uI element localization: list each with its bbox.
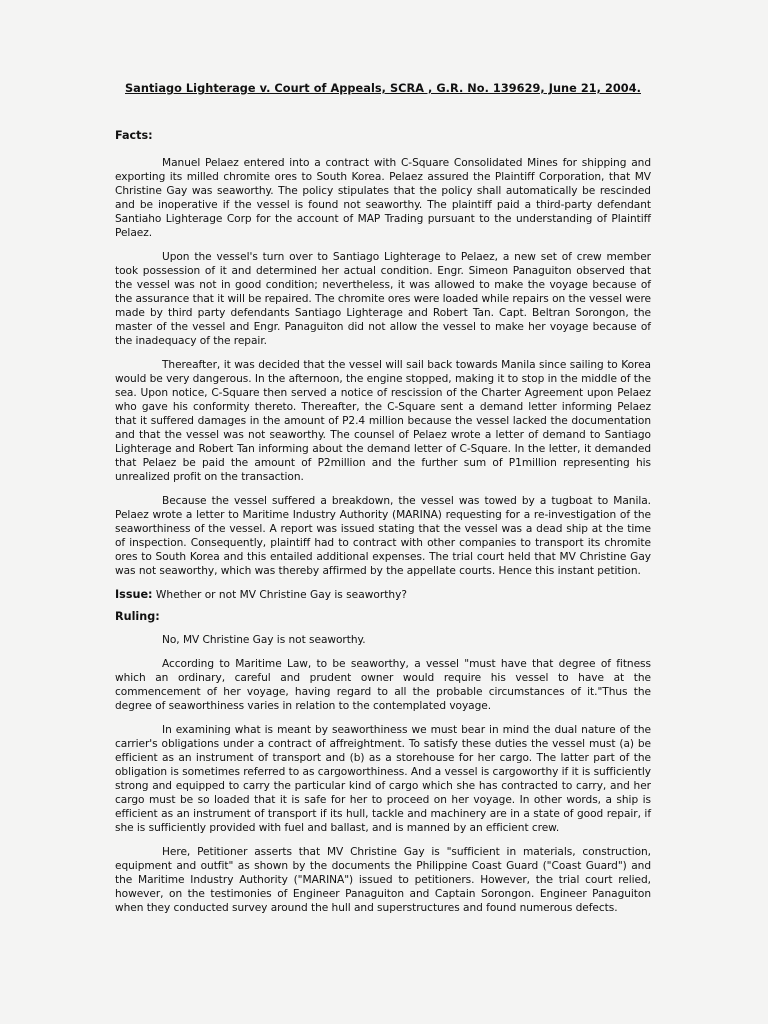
facts-heading: Facts: (115, 129, 153, 142)
ruling-paragraph-2: According to Maritime Law, to be seaworthy, a vessel "must have that degree of fitness which an ordinary, careful and prudent owner would require his vessel to have at the commencement of her voyage, having regard to all the probable circumstances of it."Thus the degree of seaworthiness varies in relation to the contemplated voyage. (115, 658, 651, 712)
facts-paragraph-4: Because the vessel suffered a breakdown, the vessel was towed by a tugboat to Manila. Pelaez wrote a letter to Maritime Industry Authority (MARINA) requesting for a re-investigation of the seaworthiness of the vessel. A report was issued stating that the vessel was a dead ship at the time of inspection. Consequently, plaintiff had to contract with other companies to transport its chromite ores to South Korea and this entailed additional expenses. The trial court held that MV Christine Gay was not seaworthy, which was thereby affirmed by the appellate courts. Hence this instant petition. (115, 495, 651, 577)
ruling-heading: Ruling: (115, 610, 160, 623)
facts-paragraph-3: Thereafter, it was decided that the vessel will sail back towards Manila since sailing to Korea would be very dangerous. In the afternoon, the engine stopped, making it to stop in the middle of the sea. Upon notice, C-Square then served a notice of rescission of the Charter Agreement upon Pelaez who gave his conformity thereto. Thereafter, the C-Square sent a demand letter informing Pelaez that it suffered damages in the amount of P2.4 million because the vessel lacked the documentation and that the vessel was not seaworthy. The counsel of Pelaez wrote a letter of demand to Santiago Lighterage and Robert Tan informing about the demand letter of C-Square. In the letter, it demanded that Pelaez be paid the amount of P2million and the further sum of P1million representing his unrealized profit on the transaction. (115, 359, 651, 483)
issue-line (115, 588, 651, 602)
case-title: Santiago Lighterage v. Court of Appeals, SCRA , G.R. No. 139629, June 21, 2004. (125, 82, 641, 95)
issue-text: Whether or not MV Christine Gay is seaworthy? (152, 589, 407, 601)
ruling-paragraph-3: In examining what is meant by seaworthiness we must bear in mind the dual nature of the carrier's obligations under a contract of affreightment. To satisfy these duties the vessel must (a) be efficient as an instrument of transport and (b) as a storehouse for her cargo. The latter part of the obligation is sometimes referred to as cargoworthiness. And a vessel is cargoworthy if it is sufficiently strong and equipped to carry the particular kind of cargo which she has contracted to carry, and her cargo must be so loaded that it is safe for her to proceed on her voyage. In other words, a ship is efficient as an instrument of transport if its hull, tackle and machinery are in a state of good repair, if she is sufficiently provided with fuel and ballast, and is manned by an efficient crew. (115, 724, 651, 834)
ruling-paragraph-4: Here, Petitioner asserts that MV Christine Gay is "sufficient in materials, construction, equipment and outfit" as shown by the documents the Philippine Coast Guard ("Coast Guard") and the Maritime Industry Authority ("MARINA") issued to petitioners. However, the trial court relied, however, on the testimonies of Engineer Panaguiton and Captain Sorongon. Engineer Panaguiton when they conducted survey around the hull and superstructures and found numerous defects. (115, 846, 651, 914)
issue-label: Issue: (115, 588, 153, 601)
ruling-paragraph-1: No, MV Christine Gay is not seaworthy. (162, 634, 366, 646)
facts-paragraph-2: Upon the vessel's turn over to Santiago Lighterage to Pelaez, a new set of crew member took possession of it and determined her actual condition. Engr. Simeon Panaguiton observed that the vessel was not in good condition; nevertheless, it was allowed to make the voyage because of the assurance that it will be repaired. The chromite ores were loaded while repairs on the vessel were made by third party defendants Santiago Lighterage and Robert Tan. Capt. Beltran Sorongon, the master of the vessel and Engr. Panaguiton did not allow the vessel to make her voyage because of the inadequacy of the repair. (115, 251, 651, 347)
facts-paragraph-1: Manuel Pelaez entered into a contract with C-Square Consolidated Mines for shipping and exporting its milled chromite ores to South Korea. Pelaez assured the Plaintiff Corporation, that MV Christine Gay was seaworthy. The policy stipulates that the policy shall automatically be rescinded and be inoperative if the vessel is found not seaworthy. The plaintiff paid a third-party defendant Santiaho Lighterage Corp for the account of MAP Trading pursuant to the understanding of Plaintiff Pelaez. (115, 157, 651, 239)
